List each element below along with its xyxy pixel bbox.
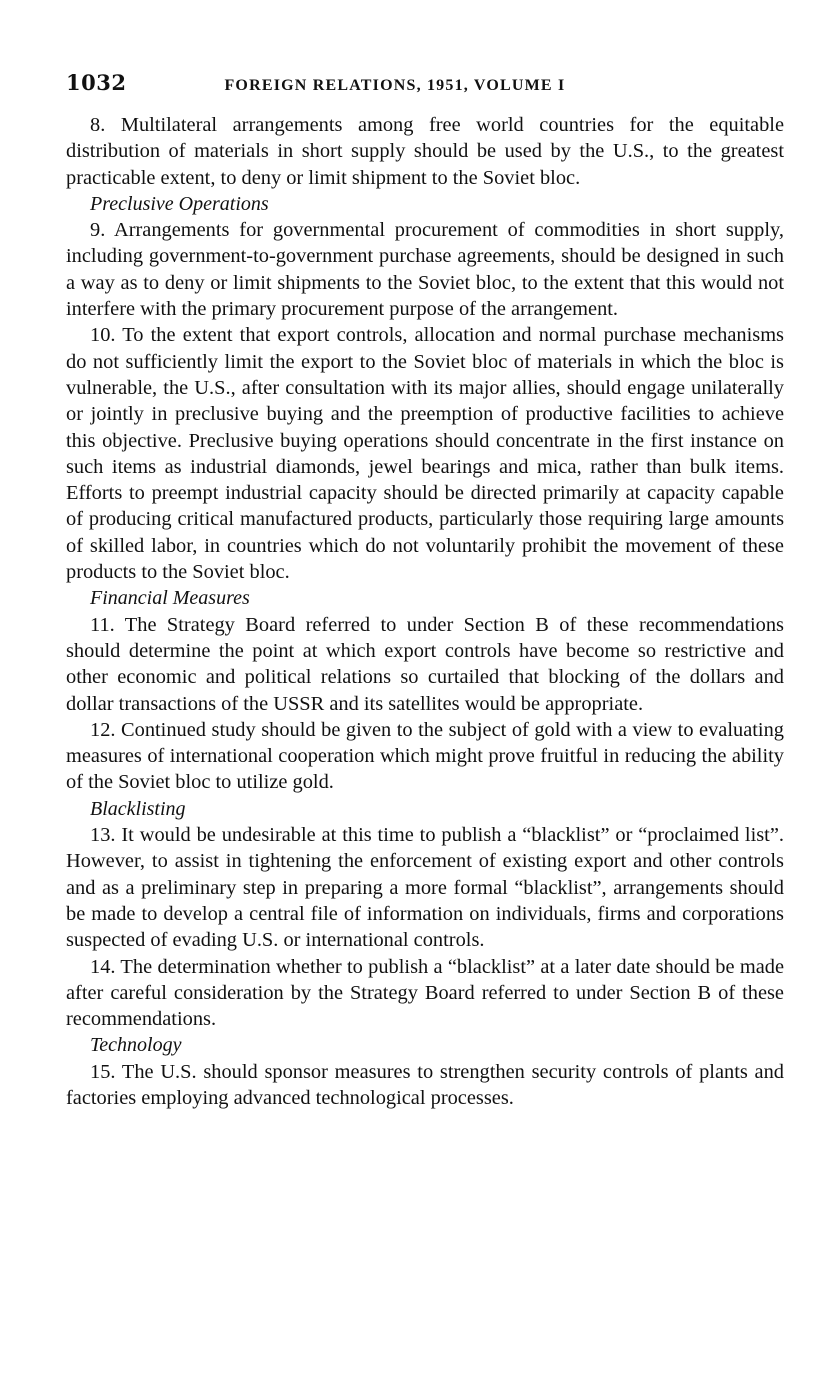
document-page <box>66 70 784 1111</box>
paragraph-10: 10. To the extent that export controls, allocation and normal purchase mechanisms do not sufficiently limit the export to the Soviet bloc of materials in which the bloc is vulnerable, the U.S., after consultation with its major allies, should engage unilaterally or jointly in preclusive buying and the preemption of productive facilities to achieve this objective. Preclusive buying operations should concentrate in the first instance on such items as industrial diamonds, jewel bearings and mica, rather than bulk items. Efforts to preempt industrial capacity should be directed primarily at capacity capable of producing critical manufactured products, particularly those requiring large amounts of skilled labor, in countries which do not voluntarily prohibit the movement of these products to the Soviet bloc. <box>66 324 784 584</box>
section-heading-financial-measures: Financial Measures <box>90 587 250 610</box>
section-heading-blacklisting: Blacklisting <box>90 797 186 820</box>
paragraph-13: 13. It would be undesirable at this time to publish a “blacklist” or “proclaimed list”. However, to assist in tightening the enforcement of existing export and other controls and as a preliminary step in preparing a more formal “blacklist”, arrangements should be made to develop a central file of information on individuals, firms and corporations suspected of evading U.S. or international controls. <box>66 824 784 952</box>
section-heading-technology: Technology <box>90 1034 182 1057</box>
body-text <box>66 112 784 1111</box>
paragraph-15: 15. The U.S. should sponsor measures to strengthen security controls of plants and factories employing advanced technological processes. <box>66 1060 784 1109</box>
paragraph-8: 8. Multilateral arrangements among free world countries for the equitable distribution of materials in short supply should be used by the U.S., to the greatest practicable extent, to deny or limit shipment to the Soviet bloc. <box>66 114 784 189</box>
paragraph-11: 11. The Strategy Board referred to under Section B of these recommendations should determine the point at which export controls have become so restrictive and other economic and political relations so curtailed that blocking of the dollars and dollar transactions of the USSR and its satellites would be appropriate. <box>66 613 784 715</box>
running-header <box>66 70 784 108</box>
section-heading-preclusive-operations: Preclusive Operations <box>90 192 269 215</box>
paragraph-12: 12. Continued study should be given to the subject of gold with a view to evaluating measures of international cooperation which might prove fruitful in reducing the ability of the Soviet bloc to utilize gold. <box>66 718 784 794</box>
running-title: FOREIGN RELATIONS, 1951, VOLUME I <box>224 77 566 94</box>
paragraph-9: 9. Arrangements for governmental procurement of commodities in short supply, including government-to-government purchase agreements, should be designed in such a way as to deny or limit shipments to the Soviet bloc, to the extent that this would not interfere with the primary procurement purpose of the arrangement. <box>66 219 784 321</box>
paragraph-14: 14. The determination whether to publish a “blacklist” at a later date should be made after careful consideration by the Strategy Board referred to under Section B of these recommendations. <box>66 955 784 1031</box>
page-number: 1032 <box>66 70 127 95</box>
